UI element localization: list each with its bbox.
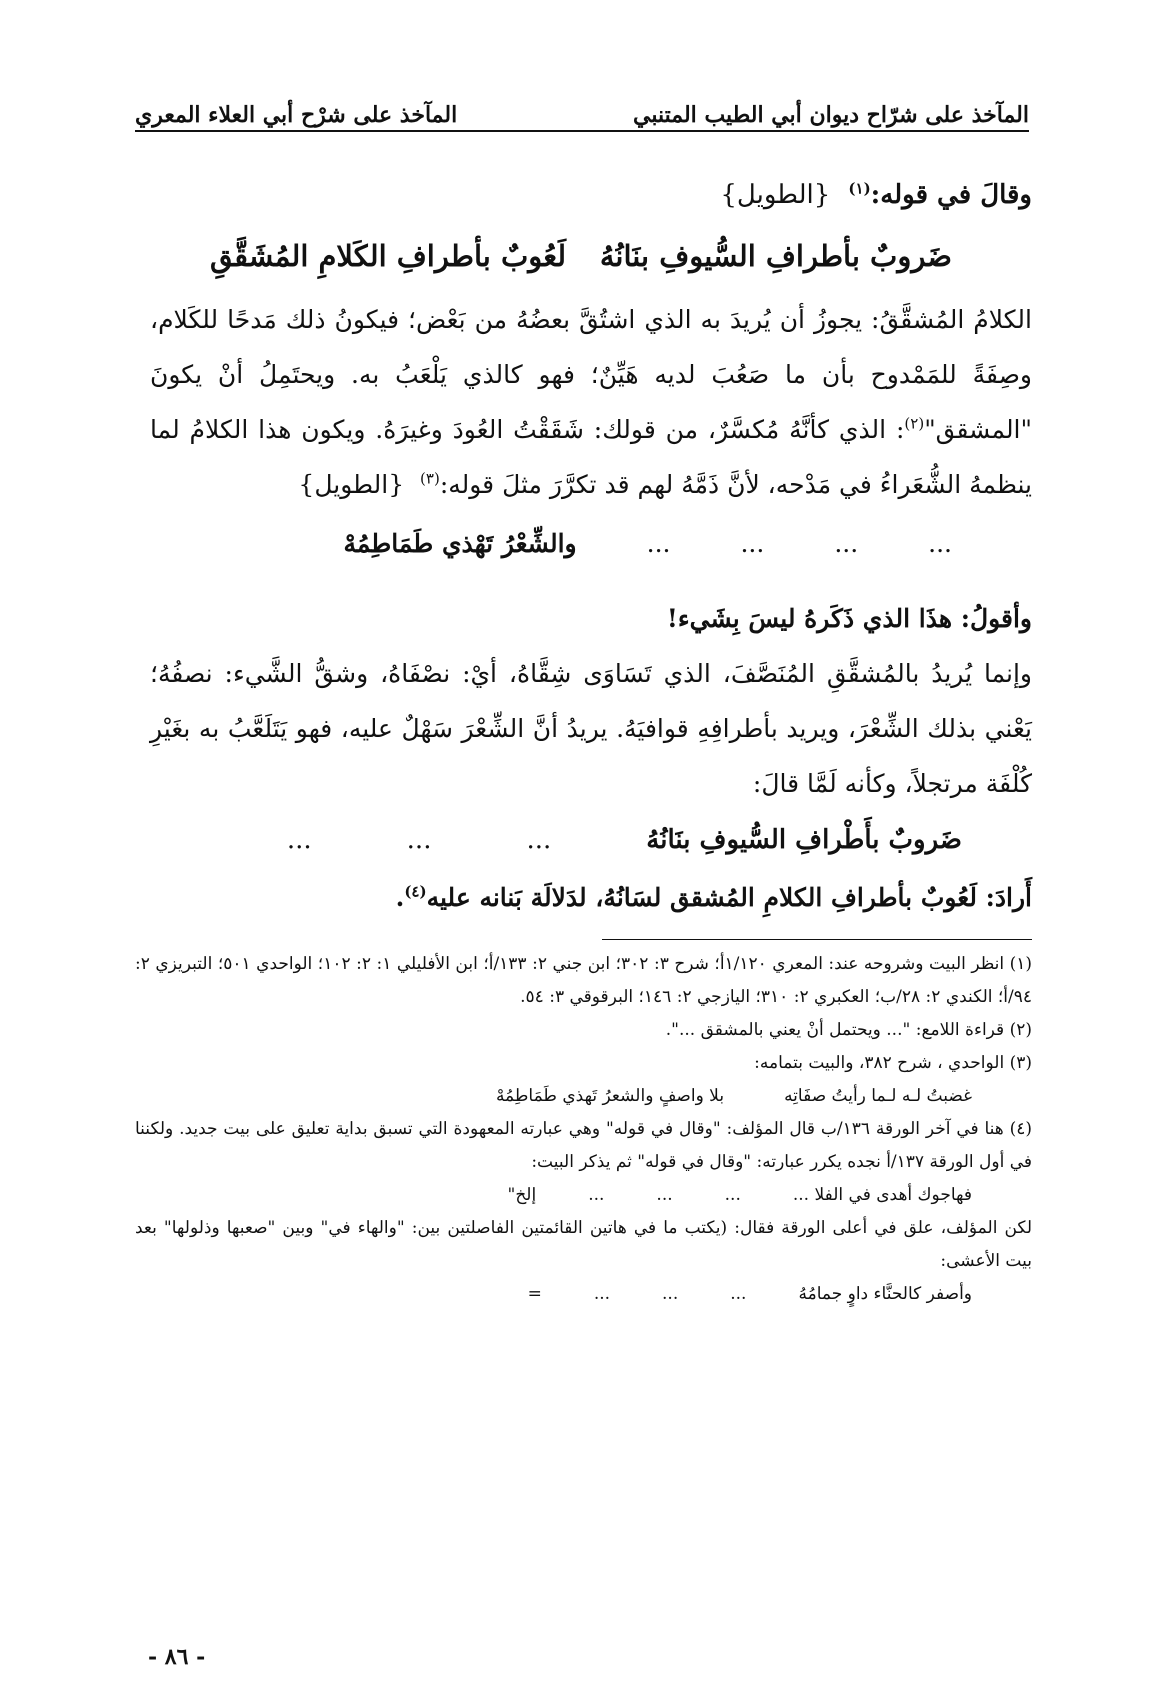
footnote-4: (٤) هنا في آخر الورقة ١٣٦/ب قال المؤلف: "وقال في قوله" وهي عبارته المعهودة التي تسبق بداية تعليق على بيت جديد. ولكننا في أول الورقة ١٣٧/أ نجده يكرر عبارته: "وقال في قوله" ثم يذكر البيت: <box>135 1119 1033 1172</box>
footnote-rule <box>602 939 1032 940</box>
author-remark <box>150 591 1032 646</box>
ellipsis: ... <box>406 825 432 855</box>
conclusion-text: أَرادَ: لَعُوبٌ بأطرافِ الكلامِ المُشقق لسَانُهُ، لدَلالَة بَنانه عليه <box>426 883 1032 912</box>
ellipsis: ... <box>928 529 952 558</box>
footnote-3: (٣) الواحدي ، شرح ٣٨٢، والبيت بتمامه: <box>754 1053 1032 1073</box>
fn4-verse: فهاجوك أهدى في الفلا ... <box>792 1185 972 1205</box>
para1-part2: : الذي كأنَّهُ مُكسَّرٌ، من قولك: شَقَقْتُ العُودَ وغيرَهُ. ويكون هذا الكلامُ لما ينظمهُ الشُّعَراءُ في مَدْحه، لأنَّ ذَمَّهُ لهم قد تكرَّرَ مثلَ قوله: <box>150 415 1032 499</box>
footnote-4-continued: لكن المؤلف، علق في أعلى الورقة فقال: (يكتب ما في هاتين القائمتين الفاصلتين بين: "والهاء في" وبين "صعبها وذلولها" بعد بيت الأعشى: <box>135 1218 1032 1271</box>
meter-label: {الطويل} <box>720 180 831 210</box>
footnotes <box>135 948 1032 1311</box>
intro-line <box>150 168 1032 223</box>
ellipsis: ... <box>740 529 765 558</box>
footnote-ref-2: (٢) <box>904 414 925 433</box>
commentary-paragraph-2: وإنما يُريدُ بالمُشقَّقِ المُنَصَّفَ، الذي تَسَاوَى شِقَّاهُ، أيْ: نصْفَاهُ، وشقُّ الشَّيء: نصفُهُ؛ يَعْني بذلك الشِّعْرَ، ويريد بأطرافِهِ قوافيَهُ. يريدُ أنَّ الشِّعْرَ سَهْلٌ عليه، فهو يَتَلَعَّبُ به بغَيْرِ كُلْفَة مرتجلاً، وكأنه لَمَّا قالَ: <box>150 659 1032 798</box>
para1-part1: الكلامُ المُشقَّقُ: يجوزُ أن يُريدَ به الذي اشتُقَّ بعضُهُ من بَعْض؛ فيكونُ ذلك مَدحًا للكَلام، وصِفَةً للمَمْدوح بأن ما صَعُبَ لديه هَيِّنٌ؛ فهو كالذي يَلْعَبُ به. ويحتَمِلُ أنْ يكونَ "المشقق" <box>150 305 1032 444</box>
header-section-title: المآخذ على شرْح أبي العلاء المعري <box>135 102 458 128</box>
footnote-ref-4: (٤) <box>404 882 427 901</box>
verse-1-first-hemistich: ضَروبٌ بأطرافِ السُّيوفِ بنَانُهُ <box>599 239 952 273</box>
ellipsis: ... <box>646 529 671 558</box>
elided-verse <box>150 516 1032 571</box>
ellipsis: ... <box>730 1284 747 1304</box>
header-book-title: المآخذ على شرّاح ديوان أبي الطيب المتنبي <box>633 102 1029 128</box>
ellipsis: ... <box>286 825 312 855</box>
intro-text: وقالَ في قوله: <box>870 180 1032 210</box>
main-text <box>150 168 1032 925</box>
fn4-verse-end: إلخ" <box>507 1185 537 1205</box>
conclusion-end: . <box>395 883 405 912</box>
footnote-ref-3: (٣) <box>420 469 440 488</box>
author-remark-label: وأقولُ: <box>960 604 1032 633</box>
fn4-verse2-end: = <box>527 1284 542 1304</box>
verse-1-second-hemistich: لَعُوبٌ بأطرافِ الكَلامِ المُشَقَّقِ <box>210 239 567 273</box>
fn3-verse-first: غضبتُ لـه لـما رأيتُ صفَاتِه <box>784 1086 972 1106</box>
ellipsis: ... <box>662 1284 679 1304</box>
ellipsis: ... <box>724 1185 741 1205</box>
running-header <box>135 80 1029 128</box>
conclusion-line <box>150 870 1032 925</box>
ellipsis: ... <box>593 1284 611 1304</box>
footnote-4-verse <box>135 1179 1032 1212</box>
verse-2 <box>150 813 1032 868</box>
verse-1 <box>150 229 1032 284</box>
footnote-2: (٢) قراءة اللامع: "... ويحتمل أنْ يعني بالمشقق ...". <box>665 1020 1032 1040</box>
footnote-3-verse <box>135 1080 1032 1113</box>
page-number: - ٨٦ - <box>148 1644 206 1670</box>
para1-meter: {الطويل} <box>298 470 405 499</box>
footnote-ref-1: (١) <box>848 179 871 198</box>
footnote-1: (١) انظر البيت وشروحه عند: المعري ١/١٢٠أ؛ شرح ٣: ٣٠٢؛ ابن جني ٢: ١٣٣/أ؛ ابن الأفليلي ١: ٢: ١٠٢؛ الواحدي ٥٠١؛ التبريزي ٢: ٩٤/أ؛ الكندي ٢: ٢٨/ب؛ العكبري ٢: ٣١٠؛ اليازجي ٢: ١٤٦؛ البرقوقي ٣: ٥٤. <box>135 954 1033 1007</box>
fn3-verse-second: بلا واصفٍ والشعرُ تَهذي طَمَاطِمُهْ <box>495 1086 725 1106</box>
ellipsis: ... <box>526 825 552 855</box>
verse-2-hemistich: ضَروبٌ بأَطْرافِ السُّيوفِ بنَانُهُ <box>646 825 962 855</box>
footnote-4-verse-2 <box>135 1278 1032 1311</box>
author-remark-text: هذَا الذي ذَكَرهُ ليسَ بِشَيء! <box>666 604 952 633</box>
ellipsis: ... <box>834 529 859 558</box>
elided-verse-hemistich: والشِّعْرُ تَهْذي طَمَاطِمُهْ <box>343 529 577 558</box>
ellipsis: ... <box>588 1185 605 1205</box>
fn4-verse2: وأصفر كالحنَّاء داوٍ جمامُهُ <box>798 1284 972 1304</box>
commentary-paragraph-1 <box>150 292 1032 512</box>
ellipsis: ... <box>656 1185 673 1205</box>
header-rule <box>135 130 1029 132</box>
